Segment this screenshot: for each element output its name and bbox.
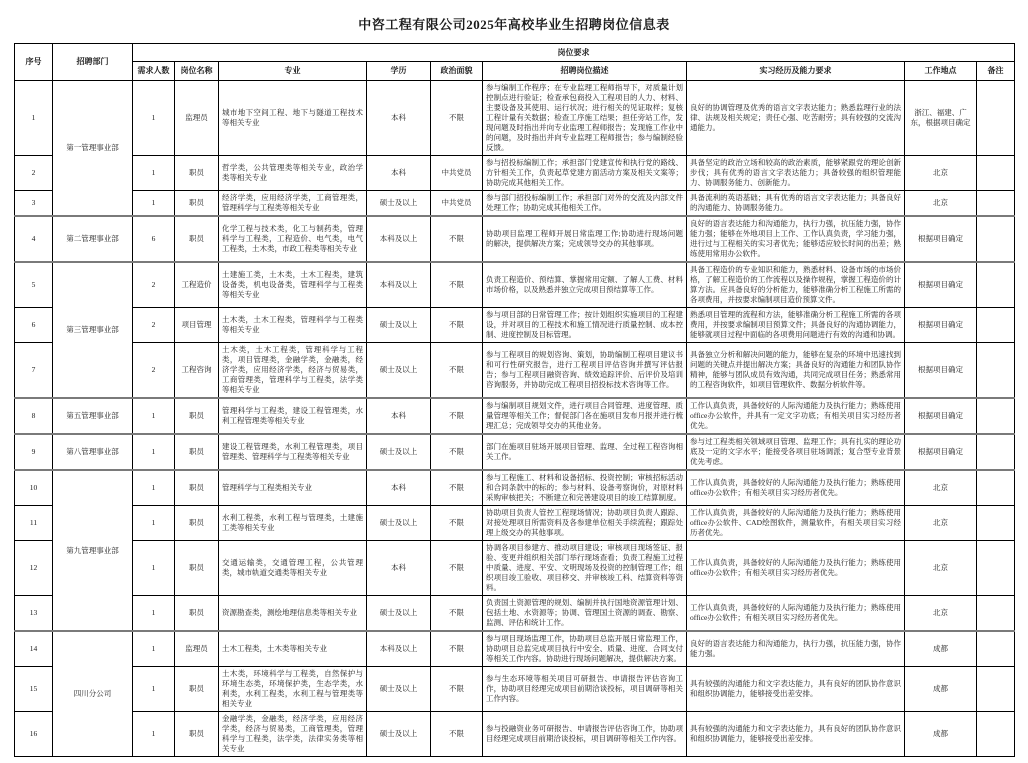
- table-row: [15, 398, 1015, 434]
- position-cell: 职员: [175, 216, 219, 262]
- political-status-cell: 不限: [431, 667, 483, 712]
- political-status-cell: 不限: [431, 343, 483, 399]
- political-status-cell: 不限: [431, 216, 483, 262]
- description-cell: 协助项目负责人管控工程现场情况；协助项目负责人跟踪、对接处理项目所需资料及各参建单位相关手续流程；跟踪处理上级交办的其他事项。: [483, 506, 687, 541]
- department-cell: 第一管理事业部: [53, 81, 133, 217]
- major-cell: 管理科学与工程类相关专业: [219, 470, 367, 506]
- major-cell: 经济学类，应用经济学类，工商管理类，管理科学与工程类等相关专业: [219, 191, 367, 217]
- note-cell: [977, 596, 1015, 632]
- seq-cell: 6: [15, 308, 53, 343]
- note-cell: [977, 506, 1015, 541]
- table-row: [15, 667, 1015, 712]
- note-cell: [977, 398, 1015, 434]
- location-cell: 成都: [905, 667, 977, 712]
- location-cell: 北京: [905, 191, 977, 217]
- requirements-cell: 工作认真负责，具备较好的人际沟通能力及执行能力；熟练使用office办公软件；有相关项目实习经历者优先。: [687, 470, 905, 506]
- requirements-cell: 工作认真负责，具备较好的人际沟通能力及执行能力；熟练使用office办公软件，并具有一定文字功底；有相关项目实习经历者优先。: [687, 398, 905, 434]
- location-cell: 根据项目确定: [905, 434, 977, 470]
- degree-cell: 本科及以上: [367, 631, 431, 667]
- seq-cell: 2: [15, 156, 53, 191]
- major-cell: 金融学类，金融类，经济学类，应用经济学类，经济与贸易类，工商管理类，管理科学与工程类，法学类，法律实务类等相关专业: [219, 712, 367, 757]
- requirements-cell: 熟悉项目管理的流程和方法，能够准确分析工程施工所需的各项费用，并按要求编制项目预算文件；具备良好的沟通协调能力，能够就项目过程中面临的各项费用问题进行有效的沟通和协调。: [687, 308, 905, 343]
- position-cell: 工程咨询: [175, 343, 219, 399]
- description-cell: 参与招投标编制工作；承担部门党建宣传和执行党的路线、方针相关工作，负责起草党建方面活动方案及相关文案等；协助完成其他相关工作。: [483, 156, 687, 191]
- header-department: 招聘部门: [53, 44, 133, 81]
- headcount-cell: 6: [133, 216, 175, 262]
- seq-cell: 7: [15, 343, 53, 399]
- seq-cell: 4: [15, 216, 53, 262]
- political-status-cell: 不限: [431, 308, 483, 343]
- table-row: [15, 712, 1015, 757]
- location-cell: 北京: [905, 541, 977, 596]
- table-row: [15, 631, 1015, 667]
- note-cell: [977, 156, 1015, 191]
- degree-cell: 本科及以上: [367, 262, 431, 308]
- header-position: 岗位名称: [175, 62, 219, 81]
- headcount-cell: 1: [133, 631, 175, 667]
- seq-cell: 9: [15, 434, 53, 470]
- political-status-cell: 中共党员: [431, 191, 483, 217]
- description-cell: 参与编制工作程序；在专业监理工程师指导下，对质量计划控制点进行验证；检查承包商投入工程项目的人力、材料、主要设备及其使用、运行状况；进行相关的见证取样；复核工程计量有关数据；检查工序施工结果；担任旁站工作，发现问题及时指出并向专业监理工程师报告；发现施工作业中的问题，及时指出并向专业监理工程师报告；参与编制经验反馈。: [483, 81, 687, 156]
- degree-cell: 硕士及以上: [367, 343, 431, 399]
- seq-cell: 15: [15, 667, 53, 712]
- requirements-cell: 具有较强的沟通能力和文字表达能力，具有良好的团队协作意识和组织协调能力，能够接受出差安排。: [687, 667, 905, 712]
- location-cell: 根据项目确定: [905, 343, 977, 399]
- headcount-cell: 1: [133, 541, 175, 596]
- table-row: [15, 434, 1015, 470]
- degree-cell: 本科: [367, 81, 431, 156]
- page-title: 中咨工程有限公司2025年高校毕业生招聘岗位信息表: [358, 17, 670, 32]
- seq-cell: 8: [15, 398, 53, 434]
- major-cell: 城市地下空间工程、地下与隧道工程技术等相关专业: [219, 81, 367, 156]
- requirements-cell: 工作认真负责，具备较好的人际沟通能力及执行能力；熟练使用office办公软件、CAD绘图软件，测量软件，有相关项目实习经历者优先。: [687, 506, 905, 541]
- major-cell: 土木工程类，土木类等相关专业: [219, 631, 367, 667]
- major-cell: 管理科学与工程类，建设工程管理类，水利工程管理类等相关专业: [219, 398, 367, 434]
- header-major: 专业: [219, 62, 367, 81]
- headcount-cell: 1: [133, 712, 175, 757]
- header-note: 备注: [977, 62, 1015, 81]
- description-cell: 负责工程造价、预结算、掌握常用定额、了解人工费、材料市场价格，以及熟悉并独立完成项目预结算等工作。: [483, 262, 687, 308]
- location-cell: 根据项目确定: [905, 216, 977, 262]
- degree-cell: 硕士及以上: [367, 667, 431, 712]
- description-cell: 参与部门招投标编制工作；承担部门对外的交流及内部文件处理工作；协助完成其他相关工作。: [483, 191, 687, 217]
- note-cell: [977, 262, 1015, 308]
- position-cell: 职员: [175, 506, 219, 541]
- note-cell: [977, 470, 1015, 506]
- note-cell: [977, 191, 1015, 217]
- table-row: [15, 262, 1015, 308]
- position-cell: 职员: [175, 667, 219, 712]
- location-cell: 北京: [905, 156, 977, 191]
- table-row: [15, 506, 1015, 541]
- political-status-cell: 不限: [431, 262, 483, 308]
- table-row: [15, 541, 1015, 596]
- recruitment-table: [14, 43, 1015, 757]
- degree-cell: 本科及以上: [367, 216, 431, 262]
- position-cell: 职员: [175, 712, 219, 757]
- headcount-cell: 1: [133, 191, 175, 217]
- degree-cell: 硕士及以上: [367, 506, 431, 541]
- header-experience-requirements: 实习经历及能力要求: [687, 62, 905, 81]
- political-status-cell: 不限: [431, 506, 483, 541]
- location-cell: 成都: [905, 631, 977, 667]
- position-cell: 职员: [175, 541, 219, 596]
- table-row: [15, 216, 1015, 262]
- table-row: [15, 470, 1015, 506]
- degree-cell: 硕士及以上: [367, 596, 431, 632]
- seq-cell: 1: [15, 81, 53, 156]
- headcount-cell: 2: [133, 343, 175, 399]
- headcount-cell: 1: [133, 667, 175, 712]
- position-cell: 职员: [175, 470, 219, 506]
- location-cell: 根据项目确定: [905, 262, 977, 308]
- note-cell: [977, 631, 1015, 667]
- description-cell: 协助项目监理工程师开展日常监理工作;协助进行现场问题的解决，提供解决方案；完成领导交办的其他事项。: [483, 216, 687, 262]
- location-cell: 浙江、福建、广东，根据项目确定: [905, 81, 977, 156]
- major-cell: 建设工程管理类，水利工程管理类，项目管理类、管理科学与工程类等相关专业: [219, 434, 367, 470]
- header-seq: 序号: [15, 44, 53, 81]
- header-headcount: 需求人数: [133, 62, 175, 81]
- description-cell: 负责国土资源管理的规划、编制并执行国地资源管理计划、包括土地、水资源等；协调、管理国土资源的调查、勘察、监测、评估和统计工作。: [483, 596, 687, 632]
- location-cell: 北京: [905, 596, 977, 632]
- headcount-cell: 2: [133, 262, 175, 308]
- headcount-cell: 2: [133, 308, 175, 343]
- location-cell: 根据项目确定: [905, 308, 977, 343]
- political-status-cell: 不限: [431, 398, 483, 434]
- seq-cell: 3: [15, 191, 53, 217]
- political-status-cell: 中共党员: [431, 156, 483, 191]
- header-location: 工作地点: [905, 62, 977, 81]
- position-cell: 职员: [175, 434, 219, 470]
- major-cell: 土木类，土木工程类，管理科学与工程类等相关专业: [219, 308, 367, 343]
- position-cell: 职员: [175, 156, 219, 191]
- department-cell: 第九管理事业部: [53, 470, 133, 631]
- seq-cell: 10: [15, 470, 53, 506]
- position-cell: 工程造价: [175, 262, 219, 308]
- job-table-body: [15, 81, 1015, 757]
- major-cell: 水利工程类，水利工程与管理类，土建施工类等相关专业: [219, 506, 367, 541]
- note-cell: [977, 712, 1015, 757]
- description-cell: 参与投融资业务可研报告、申请报告评估咨询工作，协助项目经理完成项目前期洽谈投标，项目调研等相关工作内容。: [483, 712, 687, 757]
- major-cell: 土建施工类，土木类，土木工程类，建筑设备类，机电设备类，管理科学与工程类等相关专业: [219, 262, 367, 308]
- major-cell: 哲学类，公共管理类等相关专业，政治学类等相关专业: [219, 156, 367, 191]
- seq-cell: 12: [15, 541, 53, 596]
- note-cell: [977, 308, 1015, 343]
- major-cell: 资源勘查类，测绘地理信息类等相关专业: [219, 596, 367, 632]
- degree-cell: 本科: [367, 398, 431, 434]
- location-cell: 根据项目确定: [905, 398, 977, 434]
- seq-cell: 13: [15, 596, 53, 632]
- header-degree: 学历: [367, 62, 431, 81]
- description-cell: 参与项目部的日常管理工作；按计划组织实施项目的工程建设，并对项目的工程技术和施工情况进行质量控制、成本控制、进度控制及目标管理。: [483, 308, 687, 343]
- description-cell: 部门在施项目驻场开展项目管理、监理、全过程工程咨询相关工作。: [483, 434, 687, 470]
- political-status-cell: 不限: [431, 434, 483, 470]
- position-cell: 监理员: [175, 631, 219, 667]
- requirements-cell: 具备坚定的政治立场和较高的政治素质，能够紧跟党的理论创新步伐；具有优秀的语言文字表达能力；具备较强的组织管理能力、协调服务能力、创新能力。: [687, 156, 905, 191]
- department-cell: 四川分公司: [53, 631, 133, 757]
- description-cell: 协调各项目参建方、推动项目建设；审核项目现场签证、报验、变更并组织相关部门举行现场查看；负责工程施工过程中质量、进度、平安、文明现场及投资的控制管理工作；组织项目竣工验收、项目移交、并审核竣工科、结算资料等资料。: [483, 541, 687, 596]
- seq-cell: 14: [15, 631, 53, 667]
- position-cell: 职员: [175, 398, 219, 434]
- position-cell: 监理员: [175, 81, 219, 156]
- requirements-cell: 良好的协调管理及优秀的语言文字表达能力；熟悉监理行业的法律、法规及相关规定；责任心强、吃苦耐劳；具有较强的交流沟通能力。: [687, 81, 905, 156]
- requirements-cell: 参与过工程类相关领域项目管理、监理工作；具有扎实的理论功底及一定的文字水平；能接受各项目驻场调派；复合型专业背景优先考虑。: [687, 434, 905, 470]
- degree-cell: 本科: [367, 470, 431, 506]
- headcount-cell: 1: [133, 596, 175, 632]
- department-cell: 第八管理事业部: [53, 434, 133, 470]
- political-status-cell: 不限: [431, 470, 483, 506]
- position-cell: 项目管理: [175, 308, 219, 343]
- table-row: [15, 81, 1015, 156]
- location-cell: 北京: [905, 506, 977, 541]
- requirements-cell: 具备独立分析和解决问题的能力，能够在复杂的环境中迅速找到问题的关键点并提出解决方案；具备良好的沟通能力和团队协作精神，能够与团队成员有效沟通，共同完成项目任务；熟悉常用的工程咨询软件，如项目管理软件、数据分析软件等。: [687, 343, 905, 399]
- description-cell: 参与工程项目的规划咨询、策划，协助编制工程项目建议书和可行性研究报告，进行工程项目评估咨询并撰写评估报告；参与工程项目融资咨询、绩效追踪评价、后评价及培训咨询服务，并协助完成工程项目招投标技术咨询等工作。: [483, 343, 687, 399]
- requirements-cell: 良好的语言表达能力和沟通能力，执行力强，抗压能力强，协作能力强；能够在外地项目上工作、工作认真负责，学习能力强，进行过与工程相关的实习者优先；能够适应较长时间的出差；熟练使用常用办公软件。: [687, 216, 905, 262]
- location-cell: 成都: [905, 712, 977, 757]
- seq-cell: 16: [15, 712, 53, 757]
- note-cell: [977, 81, 1015, 156]
- major-cell: 化学工程与技术类，化工与制药类，管理科学与工程类，工程造价、电气类，电气工程类，土木类，市政工程类等相关专业: [219, 216, 367, 262]
- political-status-cell: 不限: [431, 631, 483, 667]
- headcount-cell: 1: [133, 434, 175, 470]
- major-cell: 土木类，土木工程类，管理科学与工程类，项目管理类，金融学类，金融类，经济学类，应用经济学类，经济与贸易类，工商管理类，管理科学与工程类，法学类等相关专业: [219, 343, 367, 399]
- major-cell: 土木类，环境科学与工程类，自然保护与环境生态类，环境保护类，生态学类，水利类，水利工程类，水利工程与管理类等相关专业: [219, 667, 367, 712]
- note-cell: [977, 216, 1015, 262]
- degree-cell: 硕士及以上: [367, 712, 431, 757]
- department-cell: 第五管理事业部: [53, 398, 133, 434]
- position-cell: 职员: [175, 191, 219, 217]
- header-job-requirements-group: 岗位要求: [133, 44, 1015, 62]
- headcount-cell: 1: [133, 398, 175, 434]
- note-cell: [977, 541, 1015, 596]
- table-row: [15, 596, 1015, 632]
- seq-cell: 5: [15, 262, 53, 308]
- political-status-cell: 不限: [431, 712, 483, 757]
- requirements-cell: 具有较强的沟通能力和文字表达能力，具有良好的团队协作意识和组织协调能力，能够接受出差安排。: [687, 712, 905, 757]
- description-cell: 参与工程施工、材料和设备招标、投资控制；审核招标活动和合同条款中的标的；参与材料、设备考察询价，对原材料采购审核把关；不断建立和完善建设项目的竣工结算制度。: [483, 470, 687, 506]
- header-political-status: 政治面貌: [431, 62, 483, 81]
- table-row: [15, 191, 1015, 217]
- headcount-cell: 1: [133, 81, 175, 156]
- department-cell: 第二管理事业部: [53, 216, 133, 262]
- header-description: 招聘岗位描述: [483, 62, 687, 81]
- requirements-cell: 工作认真负责，具备较好的人际沟通能力及执行能力；熟练使用office办公软件；有相关项目实习经历者优先。: [687, 541, 905, 596]
- note-cell: [977, 434, 1015, 470]
- position-cell: 职员: [175, 596, 219, 632]
- political-status-cell: 不限: [431, 81, 483, 156]
- table-row: [15, 156, 1015, 191]
- note-cell: [977, 343, 1015, 399]
- degree-cell: 硕士及以上: [367, 434, 431, 470]
- note-cell: [977, 667, 1015, 712]
- requirements-cell: 工作认真负责，具备较好的人际沟通能力及执行能力；熟练使用office办公软件；有相关项目实习经历者优先。: [687, 596, 905, 632]
- political-status-cell: 不限: [431, 541, 483, 596]
- headcount-cell: 1: [133, 506, 175, 541]
- headcount-cell: 1: [133, 156, 175, 191]
- degree-cell: 本科: [367, 156, 431, 191]
- degree-cell: 硕士及以上: [367, 308, 431, 343]
- table-row: [15, 308, 1015, 343]
- requirements-cell: 具备工程造价的专业知识和能力，熟悉材料、设备市场的市场价格，了解工程造价的工作流程以及操作规程，掌握工程造价的计算方法。应具备良好的分析能力，能够准确分析工程施工所需的各项费用，并按要求编制项目造价预算文件。: [687, 262, 905, 308]
- description-cell: 参与项目现场监理工作，协助项目总监开展日常监理工作，协助项目总监完成项目执行中安全、质量、进度、合同支付等相关工作内容。协助进行现场问题解决，提供解决方案。: [483, 631, 687, 667]
- table-header: [15, 44, 1015, 81]
- degree-cell: 硕士及以上: [367, 191, 431, 217]
- requirements-cell: 具备流利的英语基础；具有优秀的语言文字表达能力；具备良好的沟通能力、协调服务能力。: [687, 191, 905, 217]
- description-cell: 参与编制项目规划文件，进行项目合同管理、进度管理、质量管理等相关工作；督促部门各在施项目发布月报并进行梳理汇总；完成领导交办的其他业务。: [483, 398, 687, 434]
- degree-cell: 本科: [367, 541, 431, 596]
- department-cell: 第三管理事业部: [53, 262, 133, 398]
- political-status-cell: 不限: [431, 596, 483, 632]
- seq-cell: 11: [15, 506, 53, 541]
- headcount-cell: 1: [133, 470, 175, 506]
- table-row: [15, 343, 1015, 399]
- description-cell: 参与生态环境等相关项目可研报告、申请报告评估咨询工作，协助项目经理完成项目前期洽谈投标，项目调研等相关工作内容。: [483, 667, 687, 712]
- requirements-cell: 良好的语言表达能力和沟通能力，执行力强，抗压能力强，协作能力强。: [687, 631, 905, 667]
- major-cell: 交通运输类，交通管理工程，公共管理类，城市轨道交通类等相关专业: [219, 541, 367, 596]
- location-cell: 北京: [905, 470, 977, 506]
